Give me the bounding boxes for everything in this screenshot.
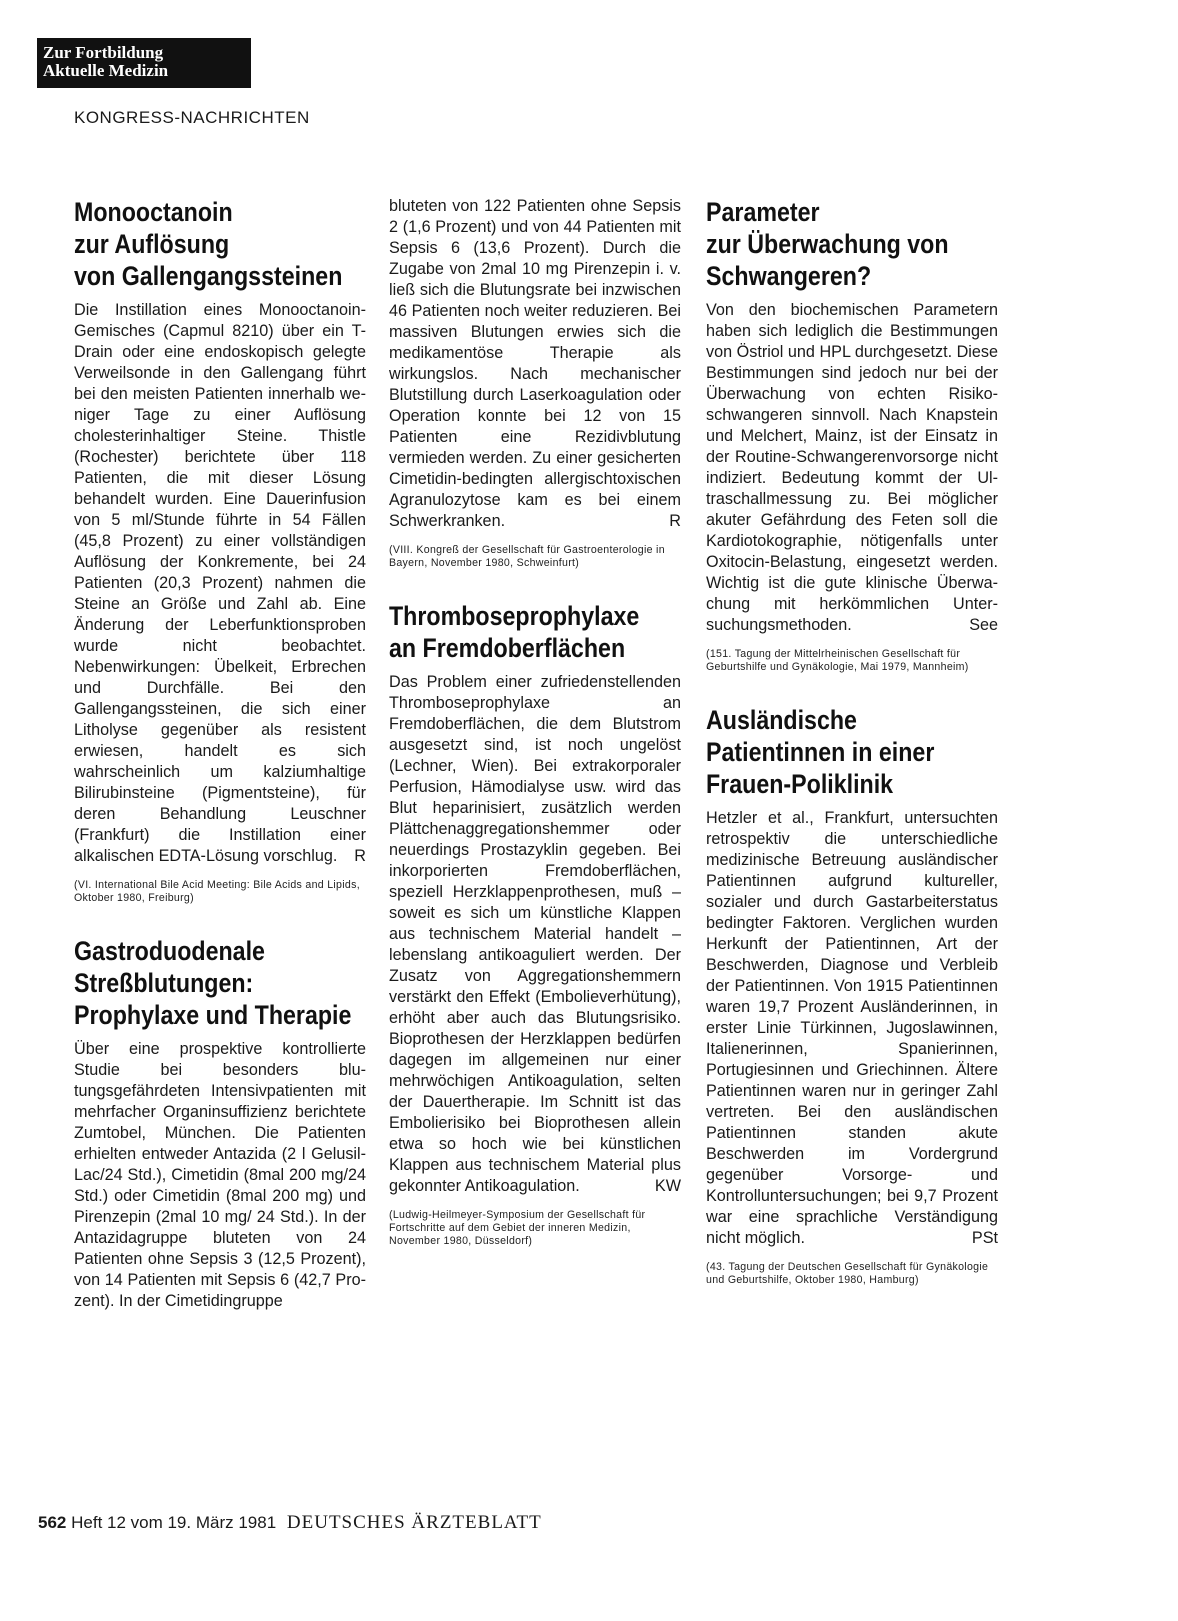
article-title: Gastroduodenale Streßblutungen: Prophylaxe und Therapie (74, 936, 352, 1030)
author-initials: R (354, 847, 366, 865)
article-source: (VIII. Kongreß der Gesellschaft für Gastroenterologie in Bayern, November 1980, Schweinfurt) (389, 544, 665, 569)
column-3 (706, 196, 998, 1317)
author-initials: KW (654, 1177, 681, 1195)
article-thromboseprophylaxe (389, 600, 681, 1248)
article-source: (VI. International Bile Acid Meeting: Bile Acids and Lipids, Oktober 1980, Freiburg) (74, 879, 360, 904)
badge-line-1: Zur Fortbildung (43, 43, 164, 62)
journal-title: DEUTSCHES ÄRZTEBLATT (286, 1512, 542, 1533)
article-title: Monooctanoin zur Auflösung von Gallengangssteinen (74, 197, 343, 291)
page-footer (38, 1512, 542, 1534)
article-source: (Ludwig-Heilmeyer-Symposium der Gesellschaft für Fortschritte auf dem Gebiet der inneren Medizin, November 1980, Düsseldorf) (389, 1209, 646, 1247)
article-title: Thromboseprophylaxe an Fremdoberflächen (389, 601, 640, 663)
article-body: Die Instillation eines Monooctanoin-Gemisches (Capmul 8210) über ein T-Drain oder eine endoskopisch gelegte Verweilsonde in den Gallengang führt bei den meisten Patienten innerhalb weniger Tage zu einer Auflösung cholesterinhaltiger Steine. Thistle (Rochester) berichtete über 118 Patienten, die mit dieser Lösung behandelt wurden. Eine Dauerinfusion von 5 ml/Stunde führte in 54 Fällen (45,8 Prozent) zu einer vollständigen Auflösung der Konkremente, bei 24 Patienten (20,3 Prozent) nahmen die Steine an Größe und Zahl ab. Eine Änderung der Leberfunktionsproben wurde nicht beobachtet. Nebenwirkungen: Übelkeit, Erbrechen und Durchfälle. Bei den Gallengangssteinen, die sich einer Litholyse gegenüber als resistent erwiesen, handelt es sich wahrscheinlich um kalziumhaltige Bilirubinsteine (Pigmentsteine), für deren Behandlung Leuschner (Frankfurt) die Instillation einer alkalischen EDTA-Lösung vorschlug. R (74, 301, 366, 865)
section-label: KONGRESS-NACHRICHTEN (74, 108, 310, 127)
column-1 (74, 196, 366, 1312)
article-title: Parameter zur Überwachung von Schwangeren? (706, 197, 949, 291)
article-title: Ausländische Patientinnen in einer Frauen-Poliklinik (706, 705, 935, 799)
author-initials: See (969, 616, 998, 634)
issue-info: Heft 12 vom 19. März 1981 (71, 1513, 277, 1532)
author-initials: PSt (971, 1229, 998, 1247)
article-body: Das Problem einer zufriedenstellenden Thromboseprophylaxe an Fremdoberflächen, die dem Blutstrom ausgesetzt sind, ist noch ungelöst (Lechner, Wien). Bei extrakorporaler Perfusion, Hämodialyse usw. wird das Blut heparinisiert, zusätzlich werden Plättchenaggregationshemmer oder neuerdings Prostazyklin gegeben. Bei inkorporierten Fremdoberflächen, speziell Herzklappenprothesen, muß – soweit es sich um künstliche Klappen aus technischem Material handelt – lebenslang antikoaguliert werden. Der Zusatz von Aggregationshemmern verstärkt den Effekt (Embolieverhütung), erhöht aber auch das Blutungsrisiko. Bioprothesen der Herzklappen bedürfen dagegen im allgemeinen nur einer mehrwöchigen Antikoagulation, selten der Dauertherapie. Im Schnitt ist das Embolierisiko bei Bioprothesen allein etwa so hoch wie bei künstlichen Klappen aus technischem Material plus gekonnter Antikoagulation. KW (389, 673, 681, 1195)
badge-line-2: Aktuelle Medizin (43, 61, 169, 80)
page-number: 562 (38, 1513, 67, 1532)
article-source: (43. Tagung der Deutschen Gesellschaft für Gynäkologie und Geburtshilfe, Oktober 1980, Hamburg) (706, 1261, 989, 1286)
section-badge (37, 38, 251, 88)
article-stressblutungen-continued (389, 196, 681, 570)
article-body: Von den biochemischen Parametern haben sich lediglich die Bestimmungen von Östriol und HPL durchgesetzt. Diese Bestimmungen sind jedoch nur bei der Überwachung von echten Risikoschwangeren sinnvoll. Nach Knapstein und Melchert, Mainz, ist der Einsatz in der Routine-Schwangerenvorsorge nicht indiziert. Bedeutung kommt der Ultraschallmessung zu. Bei möglicher akuter Gefährdung des Feten soll die Kardiotokographie, nötigenfalls unter Oxitocin-Belastung, eingesetzt werden. Wichtig ist die gute klinische Überwachung mit herkömmlichen Untersuchungsmethoden. See (706, 301, 998, 634)
article-body: Über eine prospektive kontrollierte Studie bei besonders blutungsgefährdeten Intensivpatienten mit mehrfacher Organinsuffizienz berichtete Zumtobel, München. Die Patienten erhielten entweder Antazida (2 l Gelusil-Lac/24 Std.), Cimetidin (8mal 200 mg/24 Std.) oder Cimetidin (8mal 200 mg) und Pirenzepin (2mal 10 mg/ 24 Std.). In der Antazidagruppe bluteten von 24 Patienten ohne Sepsis 3 (12,5 Prozent), von 14 Patienten mit Sepsis 6 (42,7 Prozent). In der Cimetidingruppe (74, 1040, 366, 1310)
article-body: Hetzler et al., Frankfurt, untersuchten retrospektiv die unterschiedliche medizinische Betreuung ausländischer Patientinnen aufgrund kultureller, sozialer und durch Gastarbeiterstatus bedingter Faktoren. Verglichen wurden Herkunft der Patientinnen, Art der Beschwerden, Diagnose und Verbleib der Patientinnen. Von 1915 Patientinnen waren 19,7 Prozent Ausländerinnen, in erster Linie Türkinnen, Jugoslawinnen, Italienerinnen, Spanierinnen, Portugiesinnen und Griechinnen. Ältere Patientinnen waren nur in geringer Zahl vertreten. Bei den ausländischen Patientinnen standen akute Beschwerden im Vordergrund gegenüber Vorsorge- und Kontrolluntersuchungen; bei 9,7 Prozent war eine sprachliche Verständigung nicht möglich. PSt (706, 809, 998, 1247)
article-stressblutungen (74, 935, 366, 1312)
article-auslaendische-patientinnen (706, 704, 998, 1287)
article-schwangere (706, 196, 998, 674)
article-monooctanoin (74, 196, 366, 905)
column-2 (389, 196, 681, 1278)
article-body: bluteten von 122 Patienten ohne Sepsis 2 (1,6 Prozent) und von 44 Patienten mit Sepsis 6 (13,6 Prozent). Durch die Zugabe von 2mal 10 mg Pirenzepin i. v. ließ sich die Blutungsrate bei inzwischen 46 Patienten noch weiter reduzieren. Bei massiven Blutungen erwies sich die medikamentöse Therapie als wirkungslos. Nach mechanischer Blutstillung durch Laserkoagulation oder Operation konnte bei 12 von 15 Patienten eine Rezidivblutung vermieden werden. Zu einer gesicherten Cimetidin-bedingten allergischtoxischen Agranulozytose kam es bei einem Schwerkranken. R (389, 197, 681, 530)
article-source: (151. Tagung der Mittelrheinischen Gesellschaft für Geburtshilfe und Gynäkologie, Mai 1979, Mannheim) (706, 648, 969, 673)
author-initials: R (669, 512, 681, 530)
